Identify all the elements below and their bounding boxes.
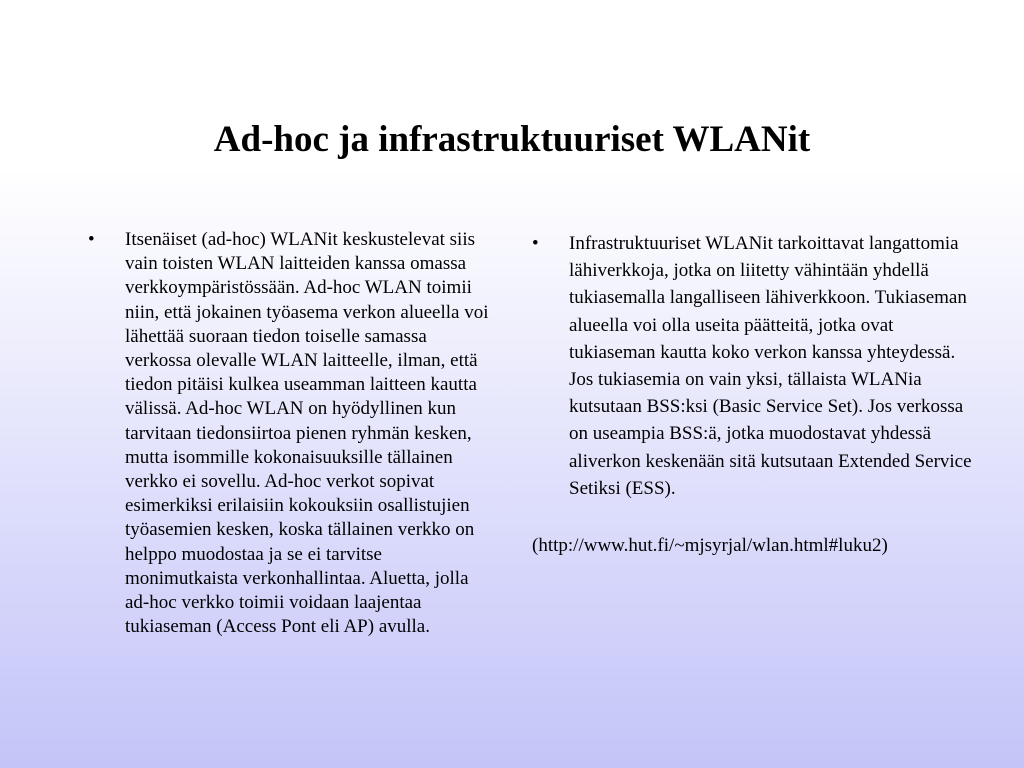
- bullet-icon: •: [88, 229, 95, 250]
- bullet-text-adhoc: Itsenäiset (ad-hoc) WLANit keskustelevat siis vain toisten WLAN laitteiden kanssa omassa verkkoympäristössään. Ad-hoc WLAN toimii niin, että jokainen työasema verkon alueella voi lähettää suoraan tiedon toiselle samassa verkossa olevalle WLAN laitteelle, ilman, että tiedon pitäisi kulkea useamman laitteen kautta välissä. Ad-hoc WLAN on hyödyllinen kun tarvitaan tiedonsiirtoa pienen ryhmän kesken, mutta isommille kokonaisuuksille tällainen verkko ei sovellu. Ad-hoc verkot sopivat esimerkiksi erilaisiin kokouksiin osallistujien työasemien kesken, koska tällainen verkko on helppo muodostaa ja se ei tarvitse monimutkaista verkonhallintaa. Aluetta, jolla ad-hoc verkko toimii voidaan laajentaa tukiaseman (Access Pont eli AP) avulla.: [125, 229, 489, 638]
- bullet-text-infrastructure: Infrastruktuuriset WLANit tarkoittavat langattomia lähiverkkoja, jotka on liitetty vähintään yhdellä tukiasemalla langalliseen lähiverkkoon. Tukiaseman alueella voi olla useita päätteitä, jotka ovat tukiaseman kautta koko verkon kanssa yhteydessä. Jos tukiasemia on vain yksi, tällaista WLANia kutsutaan BSS:ksi (Basic Service Set). Jos verkossa on useampia BSS:ä, jotka muodostavat yhdessä aliverkon keskenään sitä kutsutaan Extended Service Setiksi (ESS).: [569, 233, 972, 499]
- bullet-item-adhoc: [88, 228, 496, 639]
- right-column: [532, 230, 972, 558]
- slide-title: Ad-hoc ja infrastruktuuriset WLANit: [213, 119, 811, 160]
- bullet-item-infrastructure: [532, 230, 972, 502]
- bullet-icon: •: [532, 233, 539, 254]
- left-column: [88, 228, 496, 639]
- source-reference: (http://www.hut.fi/~mjsyrjal/wlan.html#luku2): [532, 535, 888, 557]
